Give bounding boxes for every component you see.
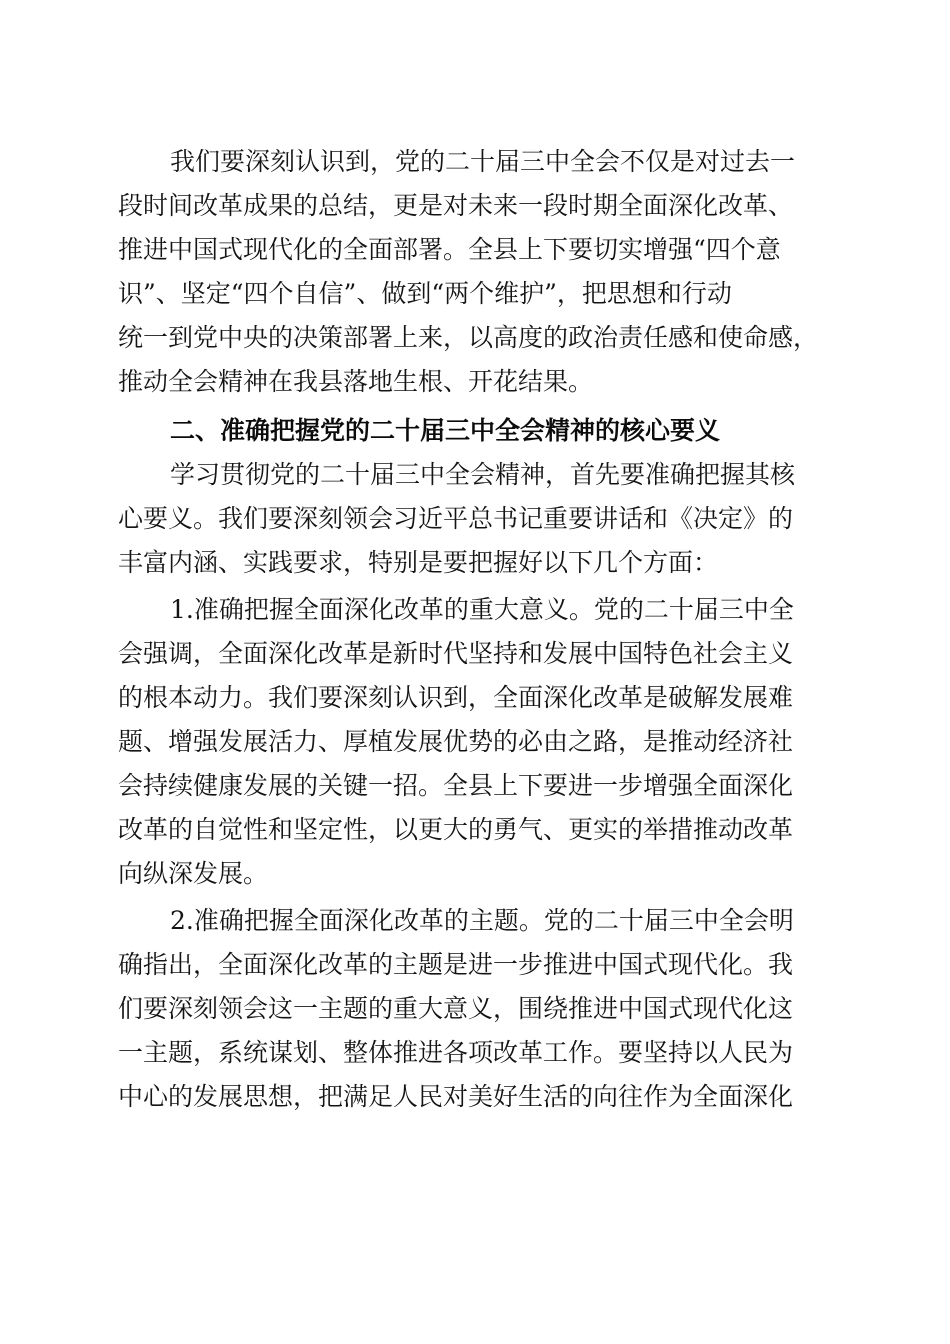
paragraph-3-line-6: 改革的自觉性和坚定性，以更大的勇气、更实的举措推动改革 bbox=[118, 815, 794, 844]
paragraph-2-line-3: 丰富内涵、实践要求，特别是要把握好以下几个方面： bbox=[118, 548, 719, 577]
paragraph-3-line-2: 会强调，全面深化改革是新时代坚持和发展中国特色社会主义 bbox=[118, 639, 794, 668]
paragraph-1-line-1: 我们要深刻认识到，党的二十届三中全会不仅是对过去一 bbox=[170, 147, 796, 176]
paragraph-3-line-5: 会持续健康发展的关键一招。全县上下要进一步增强全面深化 bbox=[118, 771, 794, 800]
paragraph-1-line-5: 统一到党中央的决策部署上来，以高度的政治责任感和使命感， bbox=[118, 323, 819, 352]
paragraph-4-line-3: 们要深刻领会这一主题的重大意义，围绕推进中国式现代化这 bbox=[118, 994, 794, 1023]
paragraph-1-line-6: 推动全会精神在我县落地生根、开花结果。 bbox=[118, 367, 594, 396]
paragraph-1-line-4: 识”、坚定“四个自信”、做到“两个维护”，把思想和行动 bbox=[118, 279, 732, 308]
paragraph-4-line-4: 一主题，系统谋划、整体推进各项改革工作。要坚持以人民为 bbox=[118, 1038, 794, 1067]
paragraph-1-line-3: 推进中国式现代化的全面部署。全县上下要切实增强“四个意 bbox=[118, 235, 781, 264]
paragraph-4-line-1: 2.准确把握全面深化改革的主题。党的二十届三中全会明 bbox=[170, 906, 794, 935]
paragraph-3-line-1: 1.准确把握全面深化改革的重大意义。党的二十届三中全 bbox=[170, 595, 794, 624]
paragraph-3-line-3: 的根本动力。我们要深刻认识到，全面深化改革是破解发展难 bbox=[118, 683, 794, 712]
paragraph-3-line-4: 题、增强发展活力、厚植发展优势的必由之路，是推动经济社 bbox=[118, 727, 794, 756]
paragraph-2-line-2: 心要义。我们要深刻领会习近平总书记重要讲话和《决定》的 bbox=[118, 504, 794, 533]
section-heading: 二、准确把握党的二十届三中全会精神的核心要义 bbox=[170, 416, 721, 445]
paragraph-2-line-1: 学习贯彻党的二十届三中全会精神，首先要准确把握其核 bbox=[170, 460, 796, 489]
paragraph-4-line-2: 确指出，全面深化改革的主题是进一步推进中国式现代化。我 bbox=[118, 950, 794, 979]
paragraph-3-line-7: 向纵深发展。 bbox=[118, 859, 269, 888]
paragraph-4-line-5: 中心的发展思想，把满足人民对美好生活的向往作为全面深化 bbox=[118, 1082, 794, 1111]
paragraph-1-line-2: 段时间改革成果的总结，更是对未来一段时期全面深化改革、 bbox=[118, 191, 794, 220]
